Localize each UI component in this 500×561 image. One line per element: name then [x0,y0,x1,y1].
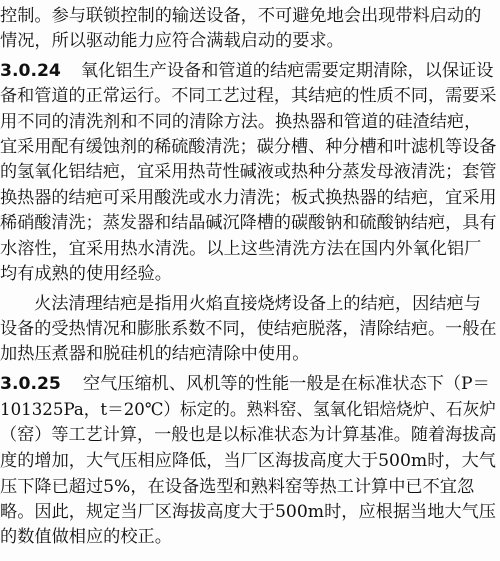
clause-number: 3.0.25 [0,374,61,394]
text-line: 情况，所以驱动能力应符合满载启动的要求。 [0,31,344,51]
text-line: 氧化铝生产设备和管道的结疤需要定期清除，以保证设 [80,61,494,81]
text-line: 备和管道的正常运行。不同工艺过程，其结疤的性质不同，需要采 [0,86,497,106]
text-line: 加热压煮器和脱硅机的结疤清除中使用。 [0,344,310,364]
text-line: 的氢氧化铝结疤，宜采用热苛性碱液或热种分蒸发母液清洗；套管 [0,162,497,182]
text-line: 空气压缩机、风机等的性能一般是在标准状态下（P＝ [82,374,490,394]
text-line: 设备的受热情况和膨胀系数不同，使结疤脱落，清除结疤。一般在 [0,319,497,339]
text-line: 稀硝酸清洗；蒸发器和结晶碱沉降槽的碳酸钠和硫酸钠结疤，具有 [0,213,497,233]
text-line: 水溶性，宜采用热水清洗。以上这些清洗方法在国内外氧化铝厂 [0,239,482,259]
text-line: 控制。参与联锁控制的输送设备，不可避免地会出现带料启动的 [0,6,482,26]
text-line: 101325Pa，t＝20℃）标定的。熟料窑、氢氧化铝焙烧炉、石灰炉 [0,400,496,420]
clause-3-0-24-first-line [0,59,496,83]
text-line: 的数值做相应的校正。 [0,527,172,547]
text-line: 压下降已超过5%，在设备选型和熟料窑等热工计算中已不宜忽 [0,477,475,497]
text-line: 度的增加，大气压相应降低，当厂区海拔高度大于500m时，大气 [0,451,496,471]
text-line: （窑）等工艺计算，一般也是以标准状态为计算基准。随着海拔高 [0,425,497,445]
text-line: 略。因此，规定当厂区海拔高度大于500m时，应根据当地大气压 [0,502,496,522]
clause-number: 3.0.24 [0,61,61,81]
text-line: 宜采用配有缓蚀剂的稀硫酸清洗；碳分槽、种分槽和叶滤机等设备 [0,137,497,157]
text-line: 均有成熟的使用经验。 [0,264,172,284]
text-line: 换热器的结疤可采用酸洗或水力清洗；板式换热器的结疤，宜采用 [0,188,497,208]
text-line: 火法清理结疤是指用火焰直接烧烤设备上的结疤，因结疤与 [34,294,481,314]
clause-3-0-25-first-line [0,372,496,396]
text-line: 用不同的清洗剂和不同的清除方法。换热器和管道的硅渣结疤， [0,112,482,132]
